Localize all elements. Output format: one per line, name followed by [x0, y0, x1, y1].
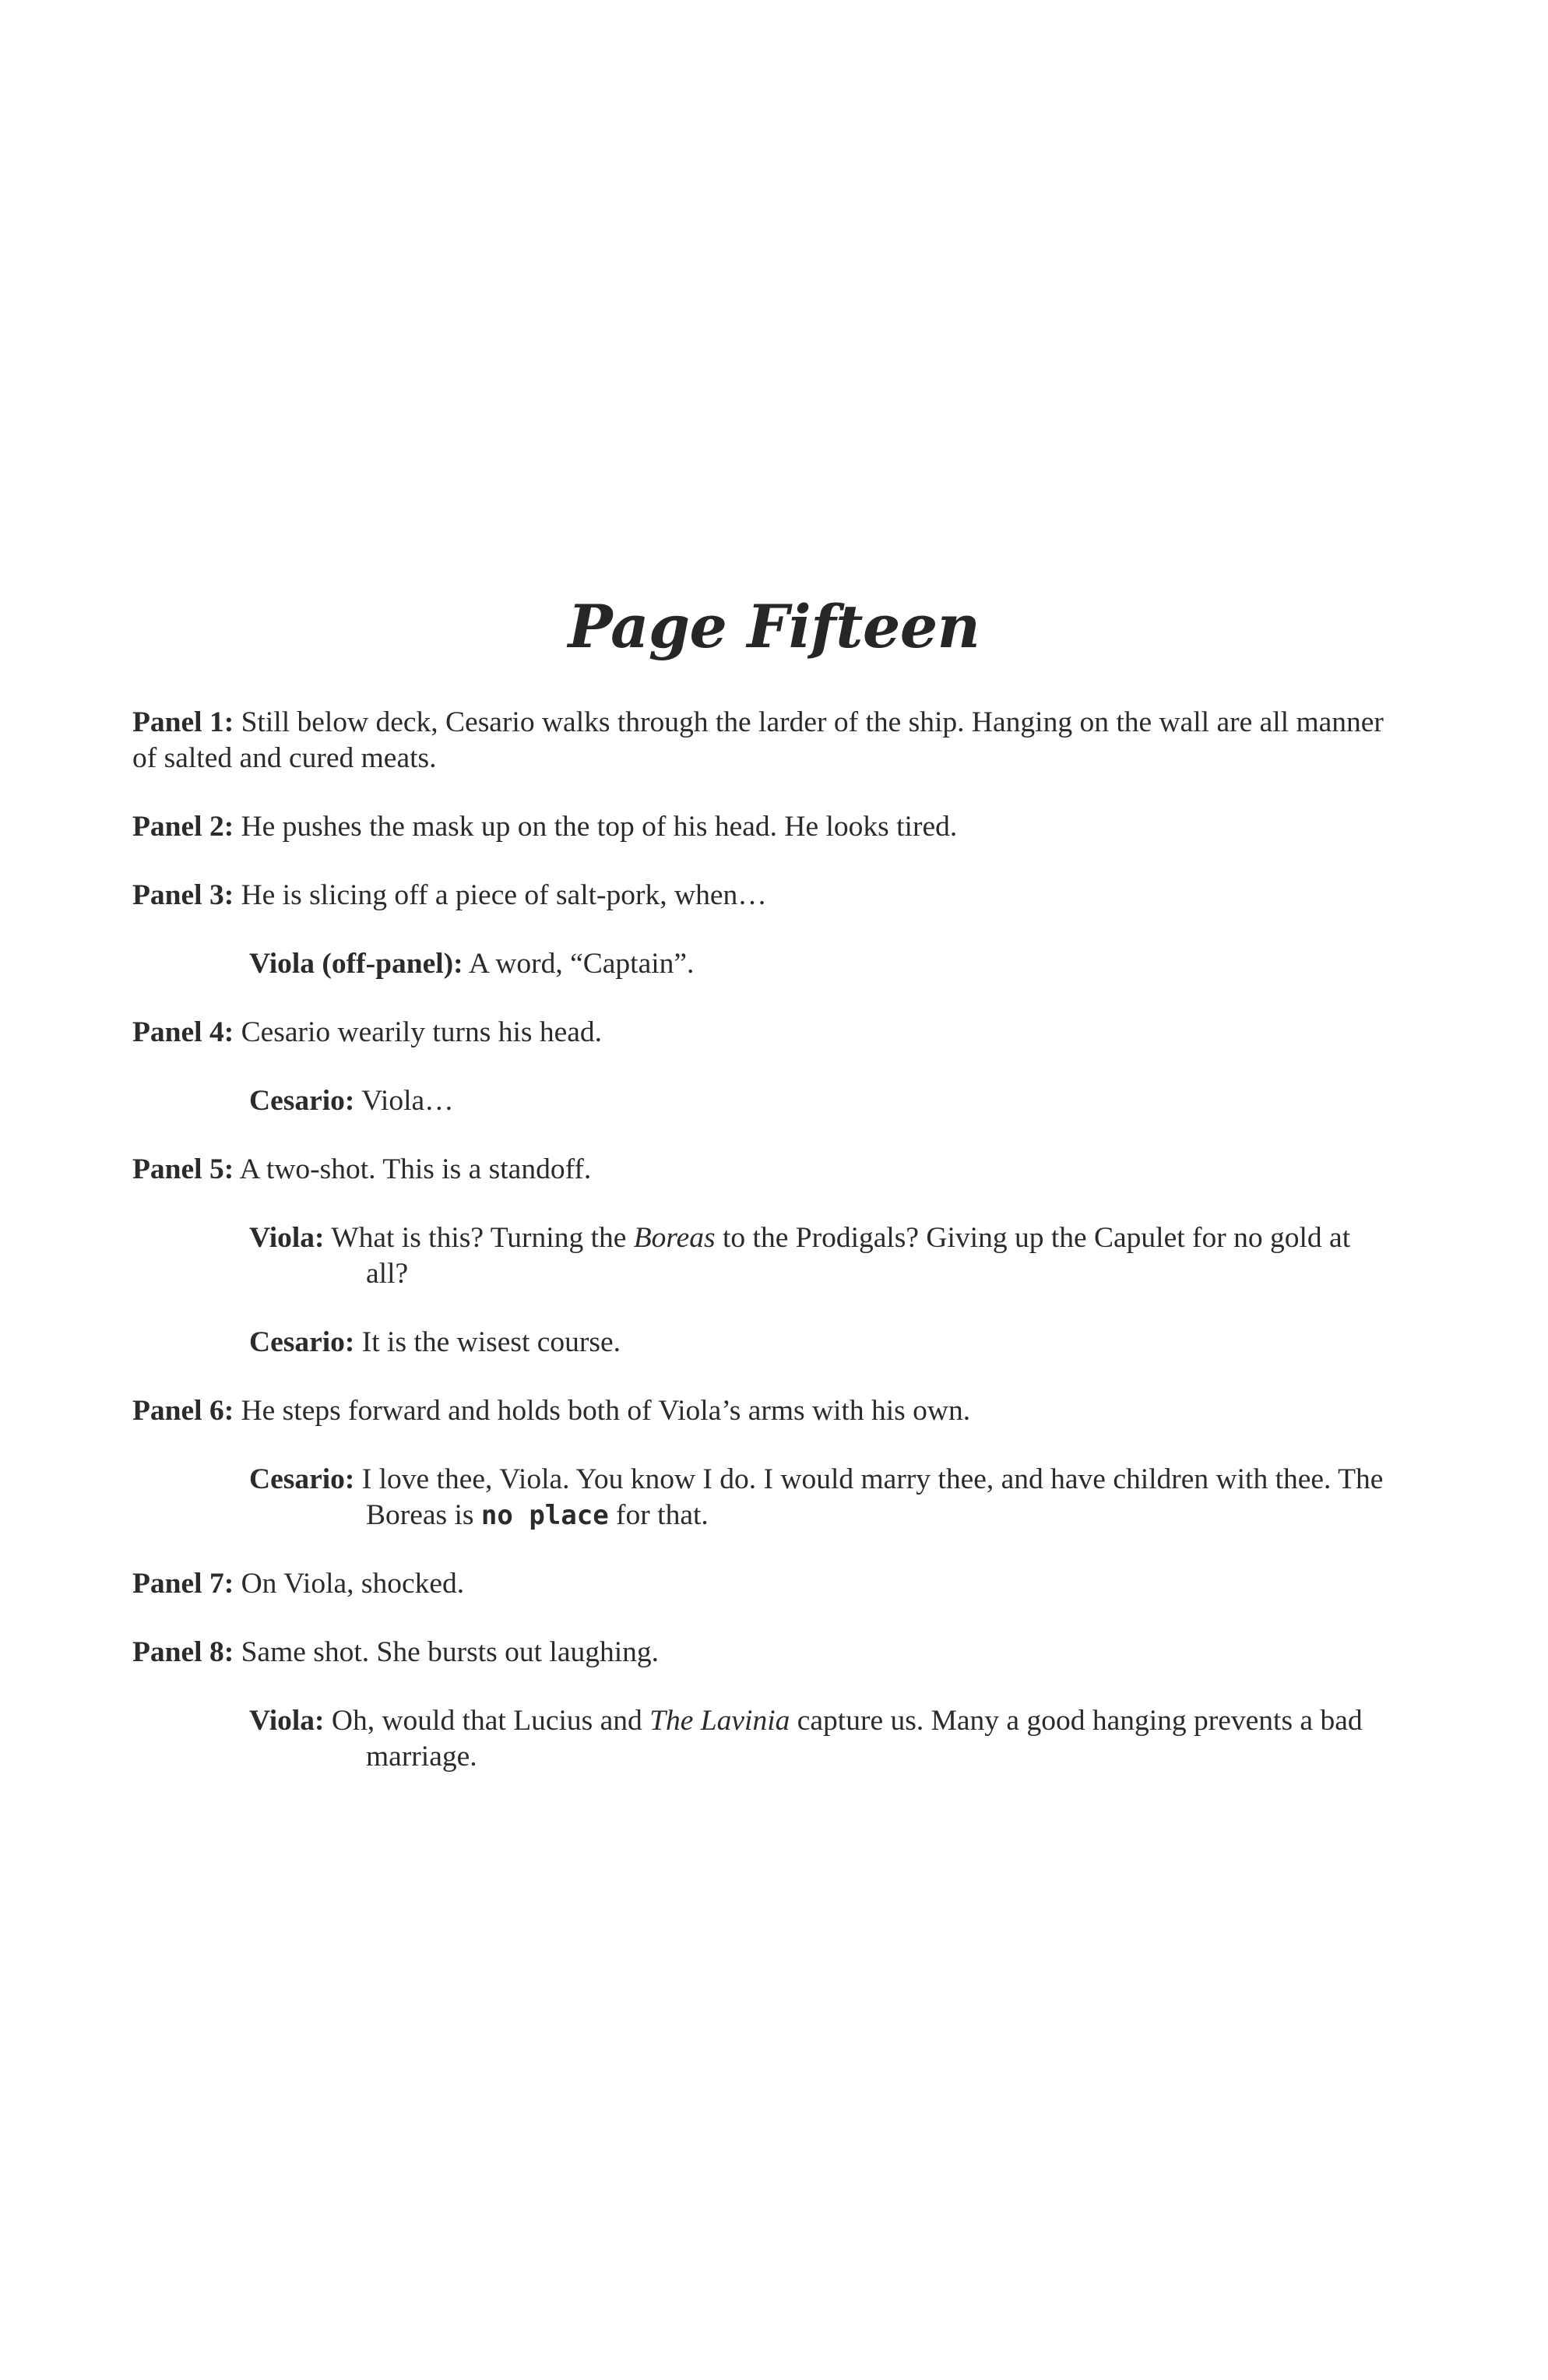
panel-text: On Viola, shocked. [234, 1568, 465, 1600]
dialogue-text: What is this? Turning the [324, 1222, 634, 1254]
panel-text: Same shot. She bursts out laughing. [234, 1636, 660, 1668]
dialogue-cesario-2 [132, 1325, 1394, 1361]
panel-text: A two-shot. This is a standoff. [234, 1153, 592, 1185]
panel-label: Panel 4: [132, 1016, 234, 1048]
emphasis-text: no place [480, 1500, 609, 1531]
panel-7-description [132, 1566, 1394, 1602]
panel-5-description [132, 1152, 1394, 1188]
panel-text: He steps forward and holds both of Viola’s arms with his own. [234, 1395, 971, 1427]
speaker-label: Cesario: [249, 1326, 355, 1358]
dialogue-viola-off-panel [132, 946, 1394, 982]
panel-2-description [132, 809, 1394, 845]
panel-text: He pushes the mask up on the top of his head. He looks tired. [234, 811, 958, 843]
speaker-label: Cesario: [249, 1463, 355, 1495]
panel-8-description [132, 1635, 1394, 1671]
panel-label: Panel 6: [132, 1395, 234, 1427]
dialogue-text: for that. [608, 1499, 709, 1531]
panel-text: Still below deck, Cesario walks through the larder of the ship. Hanging on the wall are all manner of salted and cured meats. [132, 706, 1384, 774]
dialogue-text: Oh, would that Lucius and [324, 1705, 650, 1737]
dialogue-text: I love thee, Viola. You know I do. I would marry thee, and have children with thee. The Boreas is [354, 1463, 1384, 1531]
speaker-label: Viola: [249, 1705, 325, 1737]
panel-4-description [132, 1015, 1394, 1051]
panel-6-description [132, 1393, 1394, 1429]
ship-name: The Lavinia [649, 1705, 790, 1737]
ship-name: Boreas [633, 1222, 716, 1254]
dialogue-cesario-3 [132, 1462, 1394, 1533]
panel-label: Panel 1: [132, 706, 234, 738]
panel-label: Panel 2: [132, 811, 234, 843]
speaker-label: Viola: [249, 1222, 325, 1254]
dialogue-viola-1 [132, 1220, 1394, 1292]
script-body [132, 705, 1394, 1808]
panel-1-description [132, 705, 1394, 776]
dialogue-text: It is the wisest course. [354, 1326, 621, 1358]
speaker-label: Cesario: [249, 1085, 355, 1117]
speaker-label: Viola (off-panel): [249, 948, 463, 980]
dialogue-viola-2 [132, 1703, 1394, 1775]
dialogue-text: capture us. Many a good hanging prevents a bad marriage. [366, 1705, 1363, 1773]
panel-text: He is slicing off a piece of salt-pork, when… [234, 879, 767, 911]
dialogue-text: Viola… [354, 1085, 454, 1117]
panel-text: Cesario wearily turns his head. [234, 1016, 602, 1048]
panel-3-description [132, 878, 1394, 914]
dialogue-cesario-1 [132, 1083, 1394, 1119]
panel-label: Panel 3: [132, 879, 234, 911]
panel-label: Panel 5: [132, 1153, 234, 1185]
panel-label: Panel 8: [132, 1636, 234, 1668]
dialogue-text: to the Prodigals? Giving up the Capulet for no gold at all? [366, 1222, 1351, 1290]
page-title: Page Fifteen [568, 592, 980, 661]
panel-label: Panel 7: [132, 1568, 234, 1600]
dialogue-text: A word, “Captain”. [463, 948, 695, 980]
